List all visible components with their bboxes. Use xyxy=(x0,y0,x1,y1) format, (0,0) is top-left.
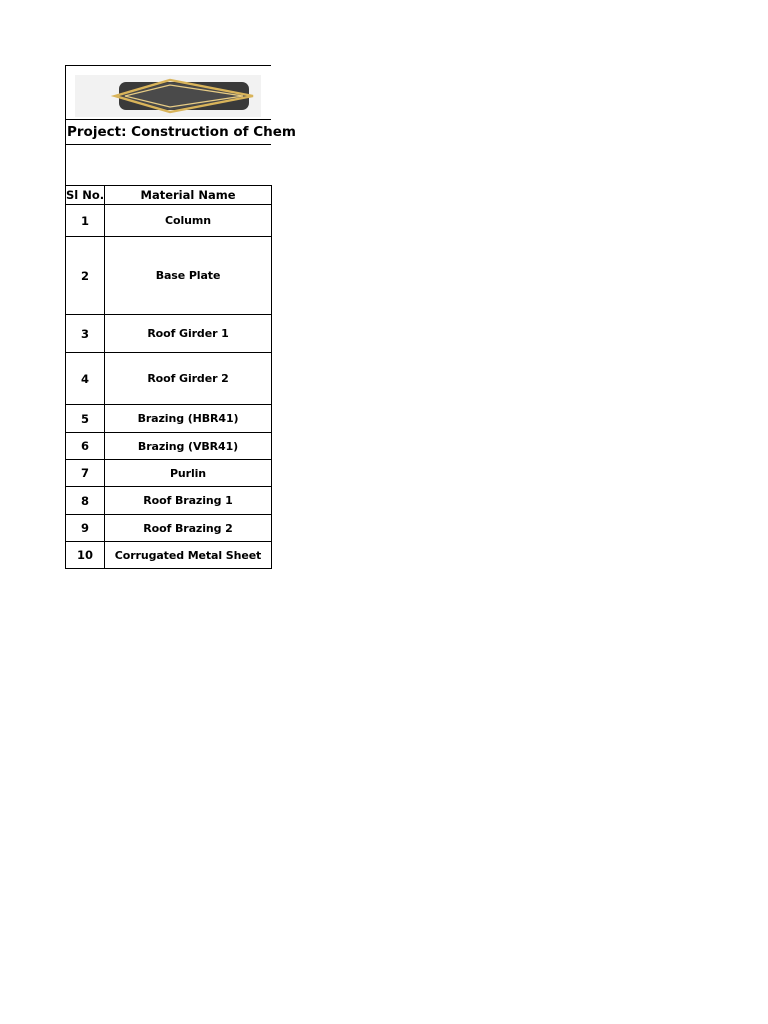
cell-material-name: Base Plate xyxy=(105,237,272,315)
cell-material-name: Roof Girder 2 xyxy=(105,353,272,405)
header-material-name: Material Name xyxy=(105,186,272,205)
cell-sl-no: 1 xyxy=(66,205,105,237)
cell-material-name: Corrugated Metal Sheet xyxy=(105,542,272,569)
table-row xyxy=(66,515,272,542)
table-row xyxy=(66,353,272,405)
cell-sl-no: 10 xyxy=(66,542,105,569)
project-title: Project: Construction of Chem xyxy=(67,124,296,140)
cell-sl-no: 8 xyxy=(66,487,105,515)
table-header-row xyxy=(66,186,272,205)
table-row xyxy=(66,460,272,487)
cell-sl-no: 5 xyxy=(66,405,105,433)
cell-material-name: Roof Brazing 1 xyxy=(105,487,272,515)
cell-material-name: Purlin xyxy=(105,460,272,487)
table-row xyxy=(66,237,272,315)
diamond-logo-icon xyxy=(75,75,261,117)
table-row xyxy=(66,205,272,237)
table-row xyxy=(66,433,272,460)
cell-material-name: Roof Brazing 2 xyxy=(105,515,272,542)
cell-material-name: Brazing (HBR41) xyxy=(105,405,272,433)
header-sl-no: Sl No. xyxy=(66,186,105,205)
table-row xyxy=(66,405,272,433)
cell-material-name: Brazing (VBR41) xyxy=(105,433,272,460)
materials-table xyxy=(65,185,272,569)
cell-sl-no: 6 xyxy=(66,433,105,460)
cell-sl-no: 7 xyxy=(66,460,105,487)
cell-sl-no: 4 xyxy=(66,353,105,405)
company-logo xyxy=(75,75,261,117)
cell-sl-no: 9 xyxy=(66,515,105,542)
table-row xyxy=(66,315,272,353)
cell-sl-no: 3 xyxy=(66,315,105,353)
table-row xyxy=(66,487,272,515)
divider-line xyxy=(65,144,271,145)
cell-material-name: Roof Girder 1 xyxy=(105,315,272,353)
cell-sl-no: 2 xyxy=(66,237,105,315)
divider-line xyxy=(65,119,271,120)
cell-material-name: Column xyxy=(105,205,272,237)
sheet-top-border xyxy=(65,65,271,66)
table-row xyxy=(66,542,272,569)
spreadsheet-page xyxy=(65,65,296,569)
